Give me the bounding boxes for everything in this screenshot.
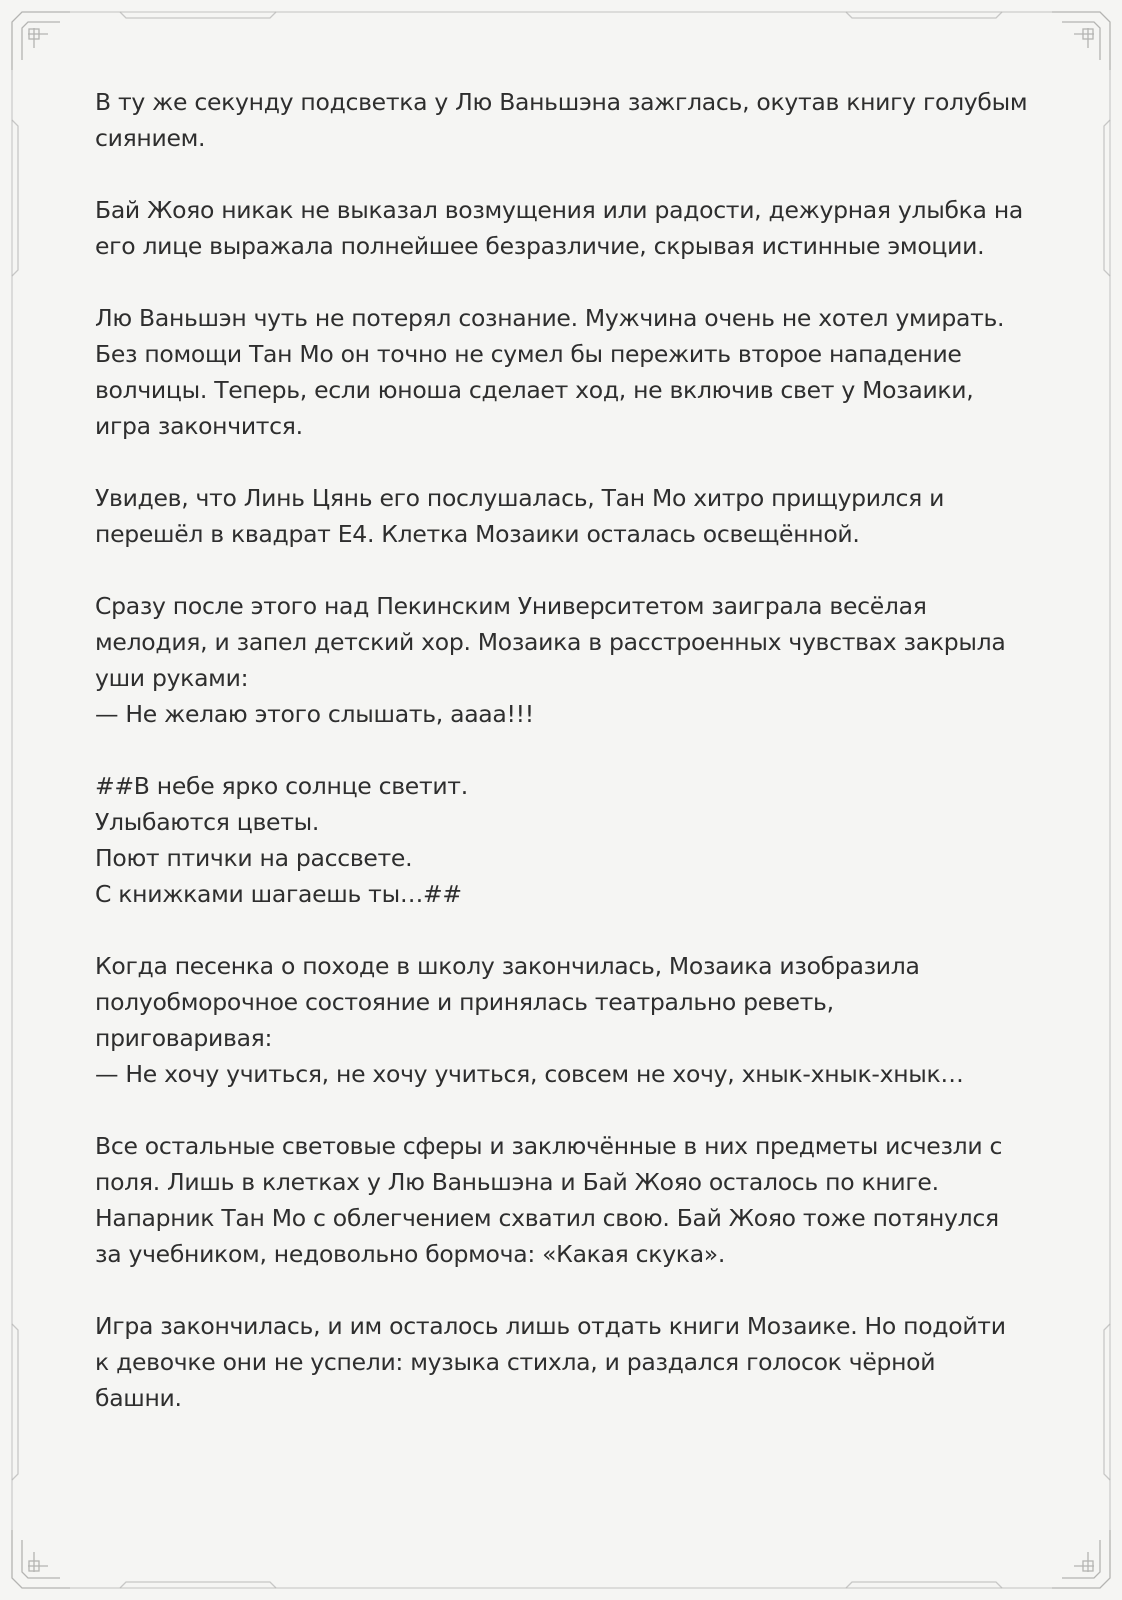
text-line: Поют птички на рассвете. (95, 844, 413, 872)
paragraph (95, 588, 1035, 732)
text-line: ##В небе ярко солнце светит. (95, 772, 468, 800)
paragraph (95, 192, 1035, 264)
text-line: перешёл в квадрат E4. Клетка Мозаики осталась освещённой. (95, 520, 860, 548)
text-line: уши руками: (95, 664, 249, 692)
text-line: башни. (95, 1384, 182, 1412)
paragraph (95, 84, 1035, 156)
text-line: приговаривая: (95, 1024, 273, 1052)
text-line: полуобморочное состояние и принялась театрально реветь, (95, 988, 834, 1016)
text-line: Увидев, что Линь Цянь его послушалась, Тан Мо хитро прищурился и (95, 484, 945, 512)
text-line: Лю Ваньшэн чуть не потерял сознание. Мужчина очень не хотел умирать. (95, 304, 1005, 332)
song-lyrics (95, 768, 1035, 912)
text-line: сиянием. (95, 124, 206, 152)
paragraph (95, 480, 1035, 552)
text-line: Сразу после этого над Пекинским Университетом заиграла весёлая (95, 592, 927, 620)
text-line: игра закончится. (95, 412, 303, 440)
text-line: Бай Жояо никак не выказал возмущения или радости, дежурная улыбка на (95, 196, 1023, 224)
text-line: — Не желаю этого слышать, аааа!!! (95, 700, 534, 728)
text-line: мелодия, и запел детский хор. Мозаика в расстроенных чувствах закрыла (95, 628, 1006, 656)
text-line: Все остальные световые сферы и заключённые в них предметы исчезли с (95, 1132, 1003, 1160)
text-line: его лице выражала полнейшее безразличие, скрывая истинные эмоции. (95, 232, 985, 260)
text-line: Игра закончилась, и им осталось лишь отдать книги Мозаике. Но подойти (95, 1312, 1006, 1340)
text-line: Когда песенка о походе в школу закончилась, Мозаика изобразила (95, 952, 920, 980)
text-line: С книжками шагаешь ты…## (95, 880, 462, 908)
text-line: Улыбаются цветы. (95, 808, 320, 836)
paragraph (95, 1128, 1035, 1272)
document-body (95, 84, 1035, 1452)
paragraph (95, 1308, 1035, 1416)
paragraph (95, 948, 1035, 1092)
text-line: В ту же секунду подсветка у Лю Ваньшэна зажглась, окутав книгу голубым (95, 88, 1028, 116)
text-line: Напарник Тан Мо с облегчением схватил свою. Бай Жояо тоже потянулся (95, 1204, 999, 1232)
paragraph (95, 300, 1035, 444)
text-line: за учебником, недовольно бормоча: «Какая скука». (95, 1240, 726, 1268)
text-line: Без помощи Тан Мо он точно не сумел бы пережить второе нападение (95, 340, 962, 368)
text-line: — Не хочу учиться, не хочу учиться, совсем не хочу, хнык-хнык-хнык… (95, 1060, 964, 1088)
text-line: к девочке они не успели: музыка стихла, и раздался голосок чёрной (95, 1348, 936, 1376)
text-line: поля. Лишь в клетках у Лю Ваньшэна и Бай Жояо осталось по книге. (95, 1168, 939, 1196)
text-line: волчицы. Теперь, если юноша сделает ход, не включив свет у Мозаики, (95, 376, 974, 404)
